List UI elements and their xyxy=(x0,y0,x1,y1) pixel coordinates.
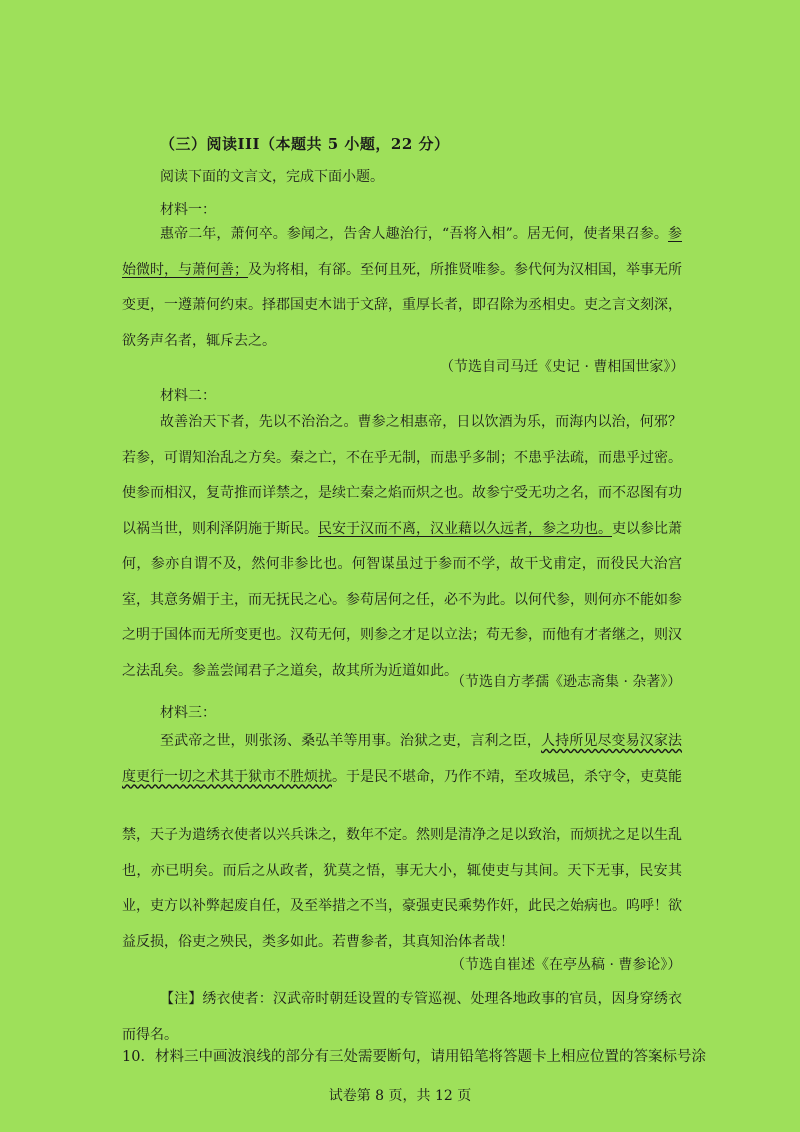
material-2-text-a: 故善治天下者，先以不治治之。曹参之相惠帝，日以饮酒为乐，而海内以治，何邪？若参，可谓知治乱之方矣。秦之亡，不在乎无制，而患乎多制；不患乎法疏，而患乎过密。使参而相汉，复苛推而详禁之，是续亡秦之焰而炽之也。故参宁受无功之名，而不忍图有功以祸当世，则利泽阴施于斯民。 xyxy=(122,414,682,537)
material-1-text-b: 及为将相，有郤。至何且死，所推贤唯参。参代何为汉相国，举事无所变更，一遵萧何约束。择郡国吏木诎于文辞，重厚长者，即召除为丞相史。吏之言文刻深，欲务声名者，辄斥去之。 xyxy=(122,261,682,349)
material-3-label: 材料三： xyxy=(160,705,216,721)
material-3-text-b: 。于是民不堪命，乃作不靖，至攻城邑，杀守令，吏莫能 xyxy=(332,768,682,785)
material-2-text-b: 吏以参比萧何，参亦自谓不及，然何非参比也。何智谋虽过于参而不学，故干戈甫定，而役民大治宫室，其意务媚于主，而无抚民之心。参苟居何之任，必不为此。以何代参，则何亦不能如参之明于国体而无所变更也。汉苟无何，则参之才足以立法；苟无参，而他有才者继之，则汉之法乱矣。参盖尝闻君子之道矣，故其所为近道如此。 xyxy=(122,520,682,679)
material-3-source: （节选自崔述《在亭丛稿 · 曹参论》） xyxy=(451,957,682,973)
material-1-source: （节选自司马迁《史记 · 曹相国世家》） xyxy=(440,359,685,375)
material-2-source: （节选自方孝孺《逊志斋集 · 杂著》） xyxy=(451,674,682,690)
page-footer: 试卷第 8 页，共 12 页 xyxy=(328,1088,472,1104)
material-1-text-a: 惠帝二年，萧何卒。参闻之，告舍人趣治行，“吾将入相”。居无何，使者果召参。 xyxy=(160,226,668,242)
material-1-underlined: 参始微时，与萧何善； xyxy=(122,226,682,278)
material-1-text xyxy=(122,217,682,359)
material-2-text xyxy=(122,405,682,689)
material-2-label: 材料二： xyxy=(160,388,216,404)
material-3-text-a: 至武帝之世，则张汤、桑弘羊等用事。治狱之吏，言利之臣， xyxy=(160,733,541,749)
material-3-text-1 xyxy=(122,724,682,795)
question-10: 10．材料三中画波浪线的部分有三处需要断句，请用铅笔将答题卡上相应位置的答案标号涂 xyxy=(122,1049,706,1065)
material-1-label: 材料一： xyxy=(160,202,216,218)
note: 【注】绣衣使者：汉武帝时朝廷设置的专管巡视、处理各地政事的官员，因身穿绣衣而得名。 xyxy=(122,991,682,1043)
material-2-underlined: 民安于汉而不离，汉业藉以久远者，参之功也。 xyxy=(318,520,612,537)
material-3-wavy: 人持所见尽变易汉家法度更行一切之术其于狱市不胜烦扰 xyxy=(122,733,682,785)
instruction: 阅读下面的文言文，完成下面小题。 xyxy=(160,169,384,185)
section-title: （三）阅读III（本题共 5 小题，22 分） xyxy=(160,135,450,153)
material-3-text-2: 禁，天子为遣绣衣使者以兴兵诛之，数年不定。然则是清净之足以致治，而烦扰之足以生乱也，亦已明矣。而后之从政者，犹莫之悟，事无大小，辄使吏与其间。天下无事，民安其业，吏方以补弊起废自任，及至举措之不当，豪强吏民乘势作奸，此民之始病也。呜呼！欲益反损，俗吏之殃民，类多如此。若曹参者，其真知治体者哉！ xyxy=(122,827,682,950)
